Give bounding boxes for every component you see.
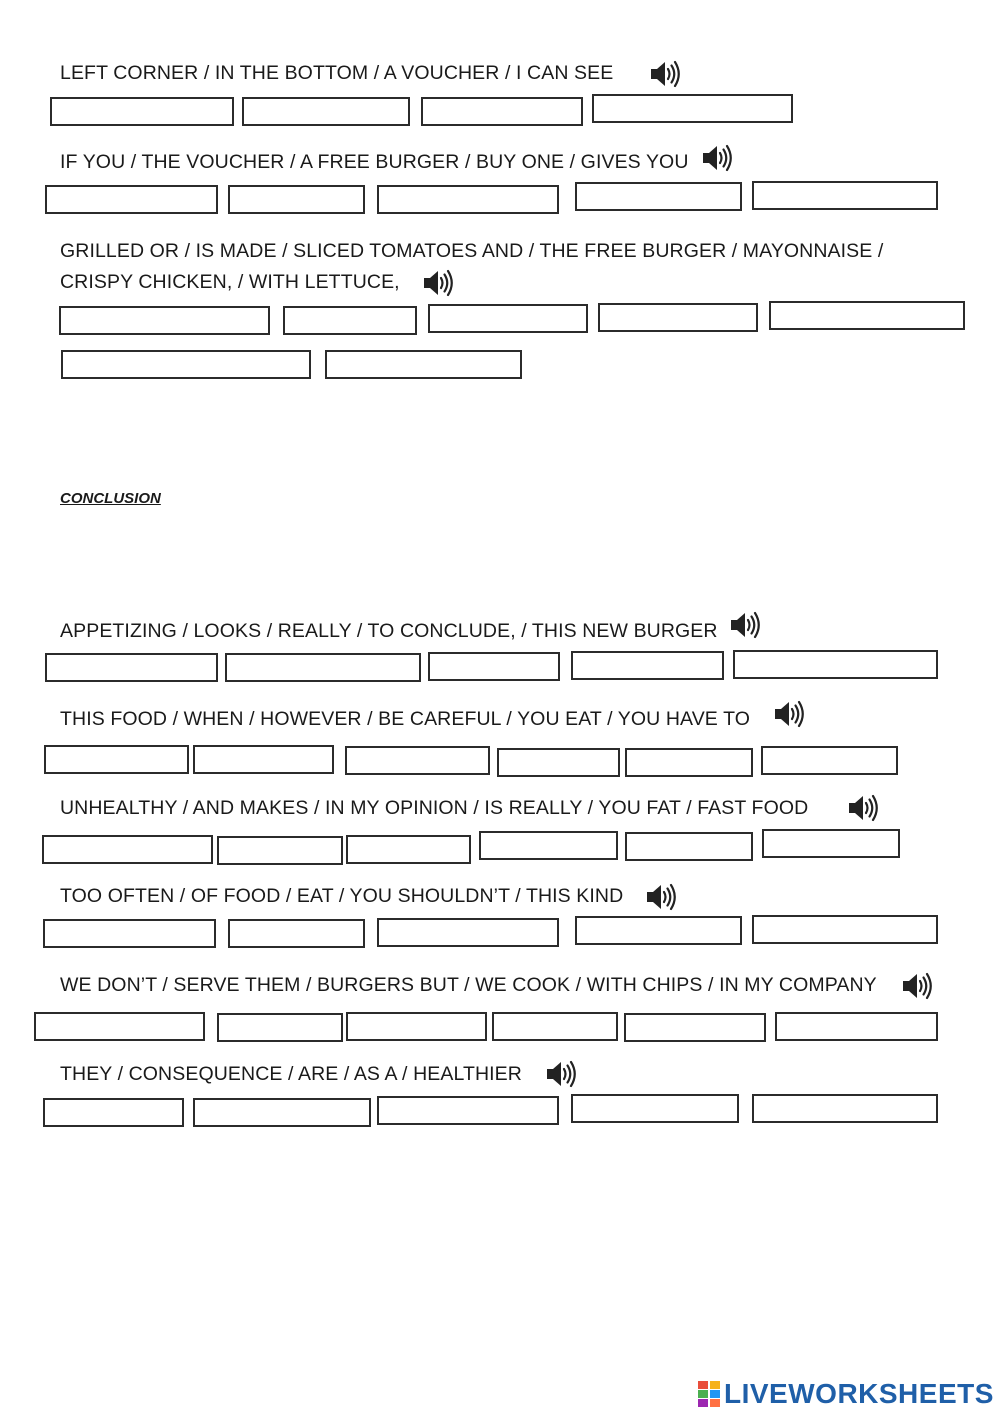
answer-box-5-5[interactable]	[625, 748, 753, 777]
answer-box-3-3[interactable]	[428, 304, 588, 333]
speaker-icon[interactable]	[846, 791, 880, 825]
answer-box-4-3[interactable]	[428, 652, 560, 681]
exercise-4-text: APPETIZING / LOOKS / REALLY / TO CONCLUDE, / THIS NEW BURGER	[60, 620, 718, 642]
exercise-1-text: LEFT CORNER / IN THE BOTTOM / A VOUCHER / I CAN SEE	[60, 62, 614, 84]
exercise-7-prompt	[60, 881, 623, 912]
answer-box-2-4[interactable]	[575, 182, 742, 211]
exercise-9-text: THEY / CONSEQUENCE / ARE / AS A / HEALTHIER	[60, 1063, 522, 1085]
section-heading: CONCLUSION	[60, 490, 161, 507]
answer-box-7-1[interactable]	[43, 919, 216, 948]
answer-box-7-2[interactable]	[228, 919, 365, 948]
answer-box-5-3[interactable]	[345, 746, 490, 775]
exercise-1-prompt	[60, 58, 613, 89]
exercise-8-text: WE DON’T / SERVE THEM / BURGERS BUT / WE COOK / WITH CHIPS / IN MY COMPANY	[60, 974, 877, 996]
footer-logo	[698, 1378, 994, 1410]
answer-box-2-5[interactable]	[752, 181, 938, 210]
speaker-icon[interactable]	[772, 697, 806, 731]
answer-box-4-5[interactable]	[733, 650, 938, 679]
exercise-3-prompt	[60, 236, 883, 298]
speaker-icon[interactable]	[700, 141, 734, 175]
answer-box-5-4[interactable]	[497, 748, 620, 777]
exercise-8-prompt	[60, 970, 877, 1001]
speaker-icon[interactable]	[728, 608, 762, 642]
answer-box-8-3[interactable]	[346, 1012, 487, 1041]
answer-box-7-5[interactable]	[752, 915, 938, 944]
exercise-4-prompt	[60, 616, 718, 647]
answer-box-6-1[interactable]	[42, 835, 213, 864]
answer-box-1-2[interactable]	[242, 97, 410, 126]
answer-box-9-3[interactable]	[377, 1096, 559, 1125]
answer-box-4-1[interactable]	[45, 653, 218, 682]
answer-box-6-2[interactable]	[217, 836, 343, 865]
answer-box-1-3[interactable]	[421, 97, 583, 126]
answer-box-1-1[interactable]	[50, 97, 234, 126]
speaker-icon[interactable]	[644, 880, 678, 914]
answer-box-4-4[interactable]	[571, 651, 724, 680]
exercise-2-prompt	[60, 147, 689, 178]
exercise-7-text: TOO OFTEN / OF FOOD / EAT / YOU SHOULDN’T / THIS KIND	[60, 885, 624, 907]
answer-box-6-5[interactable]	[625, 832, 753, 861]
exercise-6-text: UNHEALTHY / AND MAKES / IN MY OPINION / IS REALLY / YOU FAT / FAST FOOD	[60, 797, 809, 819]
answer-box-6-6[interactable]	[762, 829, 900, 858]
answer-box-9-5[interactable]	[752, 1094, 938, 1123]
speaker-icon[interactable]	[648, 57, 682, 91]
answer-box-9-1[interactable]	[43, 1098, 184, 1127]
answer-box-3-5[interactable]	[769, 301, 965, 330]
liveworksheets-logo-icon	[698, 1381, 720, 1407]
exercise-3-text-line-1: GRILLED OR / IS MADE / SLICED TOMATOES AND / THE FREE BURGER / MAYONNAISE /	[60, 240, 884, 262]
brand-name: LIVEWORKSHEETS	[724, 1378, 994, 1409]
answer-box-9-2[interactable]	[193, 1098, 371, 1127]
answer-box-8-4[interactable]	[492, 1012, 618, 1041]
exercise-3-text-line-2: CRISPY CHICKEN, / WITH LETTUCE,	[60, 271, 400, 293]
exercise-9-prompt	[60, 1059, 522, 1090]
answer-box-6-4[interactable]	[479, 831, 618, 860]
answer-box-5-6[interactable]	[761, 746, 898, 775]
answer-box-7-3[interactable]	[377, 918, 559, 947]
answer-box-3-4[interactable]	[598, 303, 758, 332]
exercise-6-prompt	[60, 793, 808, 824]
speaker-icon[interactable]	[421, 266, 455, 300]
speaker-icon[interactable]	[544, 1057, 578, 1091]
answer-box-2-1[interactable]	[45, 185, 218, 214]
exercise-5-prompt	[60, 704, 750, 735]
exercise-5-text: THIS FOOD / WHEN / HOWEVER / BE CAREFUL / YOU EAT / YOU HAVE TO	[60, 708, 750, 730]
answer-box-5-1[interactable]	[44, 745, 189, 774]
answer-box-1-4[interactable]	[592, 94, 793, 123]
answer-box-3-7[interactable]	[325, 350, 522, 379]
answer-box-8-6[interactable]	[775, 1012, 938, 1041]
answer-box-8-5[interactable]	[624, 1013, 766, 1042]
answer-box-4-2[interactable]	[225, 653, 421, 682]
answer-box-9-4[interactable]	[571, 1094, 739, 1123]
answer-box-6-3[interactable]	[346, 835, 471, 864]
answer-box-3-1[interactable]	[59, 306, 270, 335]
answer-box-7-4[interactable]	[575, 916, 742, 945]
answer-box-8-1[interactable]	[34, 1012, 205, 1041]
answer-box-3-2[interactable]	[283, 306, 417, 335]
answer-box-2-2[interactable]	[228, 185, 365, 214]
answer-box-5-2[interactable]	[193, 745, 334, 774]
speaker-icon[interactable]	[900, 969, 934, 1003]
answer-box-8-2[interactable]	[217, 1013, 343, 1042]
answer-box-2-3[interactable]	[377, 185, 559, 214]
exercise-2-text: IF YOU / THE VOUCHER / A FREE BURGER / BUY ONE / GIVES YOU	[60, 151, 689, 173]
answer-box-3-6[interactable]	[61, 350, 311, 379]
